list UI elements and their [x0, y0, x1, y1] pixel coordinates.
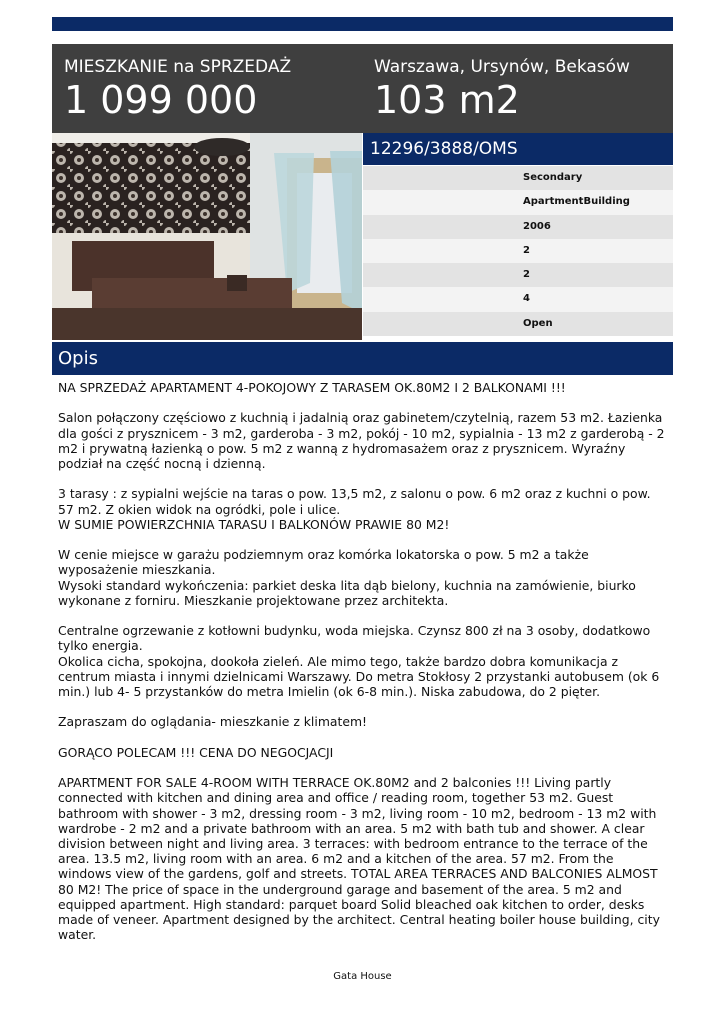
- description-body: [58, 380, 670, 942]
- price: 1 099 000: [64, 78, 258, 122]
- paragraph-gap: [58, 471, 670, 486]
- header-right: [374, 56, 630, 122]
- header-left: [64, 56, 291, 122]
- paragraph-gap: [58, 395, 670, 410]
- location: Warszawa, Ursynów, Bekasów: [374, 57, 630, 77]
- description-line: NA SPRZEDAŻ APARTAMENT 4-POKOJOWY Z TARASEM OK.80M2 I 2 BALKONAMI !!!: [58, 380, 566, 395]
- description-line: GORĄCO POLECAM !!! CENA DO NEGOCJACJI: [58, 744, 334, 760]
- description-line: 3 tarasy : z sypialni wejście na taras o pow. 13,5 m2, z salonu o pow. 6 m2 oraz z kuchni o pow. 57 m2. Z okien widok na ogródki, pole i ulice.: [58, 486, 651, 517]
- reference-number: 12296/3888/OMS: [363, 133, 673, 165]
- property-row-value: 2: [363, 239, 673, 263]
- property-row-value: 2: [363, 263, 673, 287]
- footer-company: Gata House: [333, 971, 392, 982]
- paragraph-gap: [58, 730, 670, 745]
- description-line: APARTMENT FOR SALE 4-ROOM WITH TERRACE OK.80M2 and 2 balconies !!! Living partly connected with kitchen and dining area and office / reading room, together 53 m2. Guest bathroom with shower - 3 m2, dressing room - 3 m2, living room - 10 m2, bedroom - 13 m2 with wardrobe - 2 m2 and a private bathroom with an area. 5 m2 with bath tub and shower. A clear division between night and living area. 3 terraces: with bedroom entrance to the terrace of the area. 13.5 m2, living room with an area. 6 m2 and a kitchen of the area. 57 m2. From the windows view of the gardens, golf and streets. TOTAL AREA TERRACES AND BALCONIES ALMOST 80 M2! The price of space in the underground garage and basement of the area. 5 m2 and equipped apartment. High standard: parquet board Solid bleached oak kitchen to order, desks made of veneer. Apartment designed by the architect. Central heating boiler house building, city water.: [58, 775, 660, 943]
- property-row-kitchen: Open: [363, 312, 673, 336]
- description-line: W SUMIE POWIERZCHNIA TARASU I BALKONÓW PRAWIE 80 M2!: [58, 516, 450, 532]
- property-row-market: Secondary: [363, 166, 673, 190]
- listing-header: [52, 44, 673, 133]
- paragraph-gap: [58, 699, 670, 714]
- description-line: Okolica cicha, spokojna, dookoła zieleń. Ale mimo tego, także bardzo dobra komunikacja z centrum miasta i innymi dzielnicami Warszawy. Do metra Stokłosy 2 przystanki autobusem (ok 6 min.) lub 4- 5 przystanków do metra Imielin (ok 6-8 min.). Niska zabudowa, do 2 pięter.: [58, 653, 660, 699]
- property-row-year-built: 2006: [363, 215, 673, 239]
- paragraph-gap: [58, 532, 670, 547]
- description-line: Salon połączony częściowo z kuchnią i jadalnią oraz gabinetem/czytelnią, razem 53 m2. Łazienka dla gości z prysznicem - 3 m2, garderoba - 3 m2, pokój - 10 m2, sypialnia - 13 m2 z garderobą - 2 m2 i prywatną łazienką o pow. 5 m2 z wanną z hydromasażem oraz z prysznicem. Wyraźny podział na część nocną i dzienną.: [58, 410, 665, 471]
- area: 103 m2: [374, 78, 520, 122]
- description-heading: Opis: [52, 342, 673, 375]
- property-photo: [52, 133, 362, 340]
- property-row-building-type: ApartmentBuilding: [363, 190, 673, 214]
- paragraph-gap: [58, 760, 670, 775]
- property-type-label: MIESZKANIE na SPRZEDAŻ: [64, 57, 292, 77]
- property-row-rooms: 4: [363, 287, 673, 311]
- top-accent-bar: [52, 17, 673, 31]
- description-line: W cenie miejsce w garażu podziemnym oraz komórka lokatorska o pow. 5 m2 a także wyposażenie mieszkania.: [58, 547, 589, 578]
- description-line: Zapraszam do oglądania- mieszkanie z klimatem!: [58, 714, 368, 730]
- description-line: Wysoki standard wykończenia: parkiet deska lita dąb bielony, kuchnia na zamówienie, biurko wykonane z forniru. Mieszkanie projektowane przez architekta.: [58, 577, 636, 608]
- paragraph-gap: [58, 608, 670, 623]
- property-details-list: [363, 166, 673, 336]
- description-line: Centralne ogrzewanie z kotłowni budynku, woda miejska. Czynsz 800 zł na 3 osoby, dodatkowo tylko energia.: [58, 623, 651, 654]
